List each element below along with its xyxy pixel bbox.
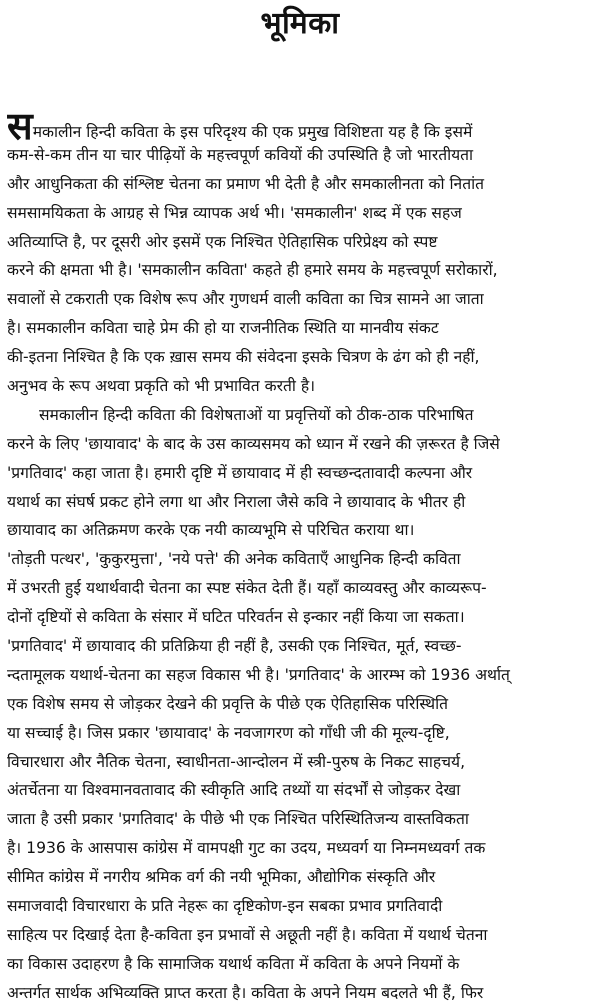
text-line: विचारधारा और नैतिक चेतना, स्वाधीनता-आन्दोलन में स्त्री-पुरुष के निकट साहचर्य, xyxy=(7,752,466,771)
text-line: की-इतना निश्चित है कि एक ख़ास समय की संवेदना इसके चित्रण के ढंग को ही नहीं, xyxy=(7,348,480,367)
text-line: एक विशेष समय से जोड़कर देखने की प्रवृत्ति के पीछे एक ऐतिहासिक परिस्थिति xyxy=(7,694,449,713)
text-line: न्दतामूलक यथार्थ-चेतना का सहज विकास भी है। 'प्रगतिवाद' के आरम्भ को 1936 अर्थात् xyxy=(7,665,510,684)
text-line: अन्तर्गत सार्थक अभिव्यक्ति प्राप्त करता है। कविता के अपने नियम बदलते भी हैं, फिर xyxy=(7,983,484,1002)
text-line: 'तोड़ती पत्थर', 'कुकुरमुत्ता', 'नये पत्ते' की अनेक कविताएँ आधुनिक हिन्दी कविता xyxy=(7,550,461,569)
text-line: 'प्रगतिवाद' में छायावाद की प्रतिक्रिया ही नहीं है, उसकी एक निश्चित, मूर्त, स्वच्छ- xyxy=(7,637,462,656)
paragraph-2 xyxy=(7,401,593,1008)
text-line: सीमित कांग्रेस में नगरीय श्रमिक वर्ग की नयी भूमिका, औद्योगिक संस्कृति और xyxy=(7,868,436,887)
text-line: सवालों से टकराती एक विशेष रूप और गुणधर्म वाली कविता का चित्र सामने आ जाता xyxy=(7,290,484,309)
text-line: जाता है उसी प्रकार 'प्रगतिवाद' के पीछे भी एक निश्चित परिस्थितिजन्य वास्तविकता xyxy=(7,810,469,829)
text-line: करने के लिए 'छायावाद' के बाद के उस काव्यसमय को ध्यान में रखने की ज़रूरत है जिसे xyxy=(7,434,500,453)
text-line: है। समकालीन कविता चाहे प्रेम की हो या राजनीतिक स्थिति या मानवीय संकट xyxy=(7,319,439,338)
page-title: भूमिका xyxy=(260,6,340,41)
text-line: छायावाद का अतिक्रमण करके एक नयी काव्यभूमि से परिचित कराया था। xyxy=(7,521,415,540)
text-line: का विकास उदाहरण है कि सामाजिक यथार्थ कविता में कविता के अपने नियमों के xyxy=(7,954,460,973)
text-line: समकालीन हिन्दी कविता की विशेषताओं या प्रवृत्तियों को ठीक-ठाक परिभाषित xyxy=(39,405,474,424)
text-line: अतिव्याप्ति है, पर दूसरी ओर इसमें एक निश्चित ऐतिहासिक परिप्रेक्ष्य को स्पष्ट xyxy=(7,232,438,251)
body-text xyxy=(7,112,593,1008)
text-line: समकालीन हिन्दी कविता के इस परिदृश्य की एक प्रमुख विशिष्टता यह है कि इसमें xyxy=(7,112,593,141)
text-line: यथार्थ का संघर्ष प्रकट होने लगा था और निराला जैसे कवि ने छायावाद के भीतर ही xyxy=(7,492,466,511)
text-line: अनुभव के रूप अथवा प्रकृति को भी प्रभावित करती है। xyxy=(7,377,316,396)
text-line: दोनों दृष्टियों से कविता के संसार में घटित परिवर्तन से इन्कार नहीं किया जा सकता। xyxy=(7,608,465,627)
text-line: और आधुनिकता की संश्लिष्ट चेतना का प्रमाण भी देती है और समकालीनता को नितांत xyxy=(7,174,485,193)
text-line: अंतर्चेतना या विश्वमानवतावाद की स्वीकृति आदि तथ्यों या संदर्भों से जोड़कर देखा xyxy=(7,781,461,800)
text-line: करने की क्षमता भी है। 'समकालीन कविता' कहते ही हमारे समय के महत्त्वपूर्ण सरोकारों, xyxy=(7,261,498,280)
paragraph-1 xyxy=(7,112,593,401)
text-line: समसामयिकता के आग्रह से भिन्न व्यापक अर्थ भी। 'समकालीन' शब्द में एक सहज xyxy=(7,203,462,222)
text-line: समाजवादी विचारधारा के प्रति नेहरू का दृष्टिकोण-इन सबका प्रभाव प्रगतिवादी xyxy=(7,897,443,916)
text-line: 'प्रगतिवाद' कहा जाता है। हमारी दृष्टि में छायावाद में ही स्वच्छन्दतावादी कल्पना और xyxy=(7,463,473,482)
drop-cap: स xyxy=(7,112,33,141)
text-line: है। 1936 के आसपास कांग्रेस में वामपक्षी गुट का उदय, मध्यवर्ग या निम्नमध्यवर्ग तक xyxy=(7,839,486,858)
text-line: में उभरती हुई यथार्थवादी चेतना का स्पष्ट संकेत देती हैं। यहाँ काव्यवस्तु और काव्यरूप- xyxy=(7,579,487,598)
text-line: कम-से-कम तीन या चार पीढ़ियों के महत्त्वपूर्ण कवियों की उपस्थिति है जो भारतीयता xyxy=(7,145,474,164)
text-line: साहित्य पर दिखाई देता है-कविता इन प्रभावों से अछूती नहीं है। कविता में यथार्थ चेतना xyxy=(7,925,488,944)
text-line: या सच्चाई है। जिस प्रकार 'छायावाद' के नवजागरण को गाँधी जी की मूल्य-दृष्टि, xyxy=(7,723,450,742)
